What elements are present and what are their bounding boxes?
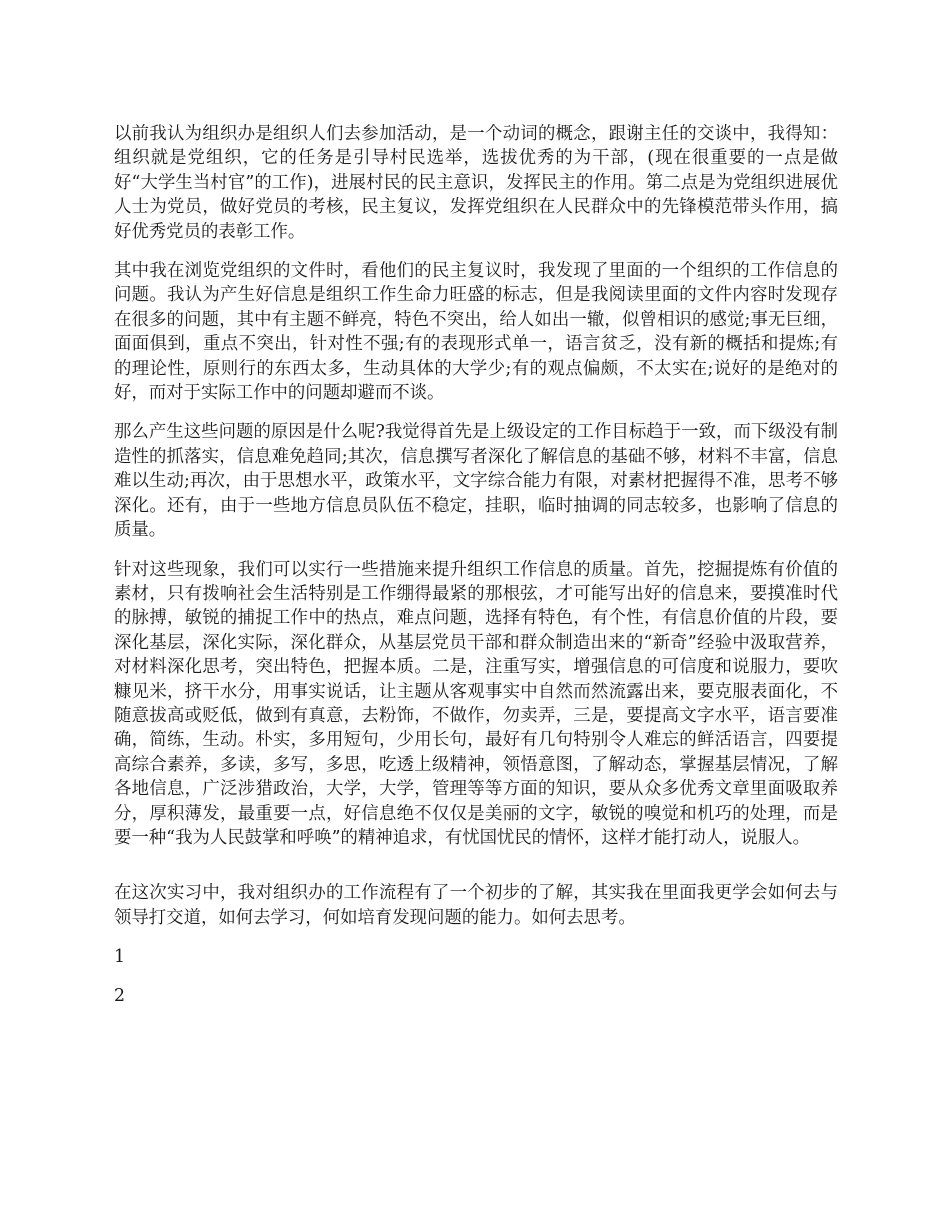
paragraph-improvement-measures: 针对这些现象，我们可以实行一些措施来提升组织工作信息的质量。首先，挖掘提炼有价值的素材，只有拨响社会生活特别是工作绷得最紧的那根弦，才可能写出好的信息来，要摸准时代的脉搏，敏锐的捕捉工作中的热点，难点问题，选择有特色，有个性，有信息价值的片段，要深化基层，深化实际，深化群众，从基层党员干部和群众制造出来的“新奇”经验中汲取营养，对材料深化思考，突出特色，把握本质。二是，注重写实，增强信息的可信度和说服力，要吹糠见米，挤干水分，用事实说话，让主题从客观事实中自然而然流露出来，要克服表面化，不随意拔高或贬低，做到有真意，去粉饰，不做作，勿卖弄，三是，要提高文字水平，语言要准确，简练，生动。朴实，多用短句，少用长句，最好有几句特别令人难忘的鲜活语言，四要提高综合素养，多读，多写，多思，吃透上级精神，领悟意图，了解动态，掌握基层情况，了解各地信息，广泛涉猎政治，大学，大学，管理等等方面的知识，要从众多优秀文章里面吸取养分，厚积薄发，最重要一点，好信息绝不仅仅是美丽的文字，敏锐的嗅觉和机巧的处理，而是要一种“我为人民鼓掌和呼唤”的精神追求，有忧国忧民的情怀，这样才能打动人，说服人。 [114,559,838,848]
paragraph-information-problems: 其中我在浏览党组织的文件时，看他们的民主复议时，我发现了里面的一个组织的工作信息的问题。我认为产生好信息是组织工作生命力旺盛的标志，但是我阅读里面的文件内容时发现存在很多的问题，其中有主题不鲜亮，特色不突出，给人如出一辙，似曾相识的感觉;事无巨细，面面俱到，重点不突出，针对性不强;有的表现形式单一，语言贫乏，没有新的概括和提炼;有的理论性，原则行的东西太多，生动具体的大学少;有的观点偏颇，不太实在;说好的是绝对的好，而对于实际工作中的问题却避而不谈。 [114,261,838,404]
page-number-2: 2 [114,985,126,1006]
paragraph-organization-role: 以前我认为组织办是组织人们去参加活动，是一个动词的概念，跟谢主任的交谈中，我得知：组织就是党组织，它的任务是引导村民选举，选拔优秀的为干部，(现在很重要的一点是做好“大学生当村官”的工作)，进展村民的民主意识，发挥民主的作用。第二点是为党组织进展优人士为党员，做好党员的考核，民主复议，发挥党组织在人民群众中的先锋模范带头作用，搞好优秀党员的表彰工作。 [114,124,838,242]
page-number-1: 1 [114,947,126,968]
paragraph-problem-causes: 那么产生这些问题的原因是什么呢?我觉得首先是上级设定的工作目标趋于一致，而下级没有制造性的抓落实，信息难免趋同;其次，信息撰写者深化了解信息的基础不够，材料不丰富，信息难以生动;再次，由于思想水平，政策水平，文字综合能力有限，对素材把握得不准，思考不够深化。还有，由于一些地方信息员队伍不稳定，挂职，临时抽调的同志较多，也影响了信息的质量。 [114,422,838,541]
paragraph-internship-summary: 在这次实习中，我对组织办的工作流程有了一个初步的了解，其实我在里面我更学会如何去与领导打交道，如何去学习，何如培育发现问题的能力。如何去思考。 [114,883,838,928]
document-body [114,122,838,1022]
